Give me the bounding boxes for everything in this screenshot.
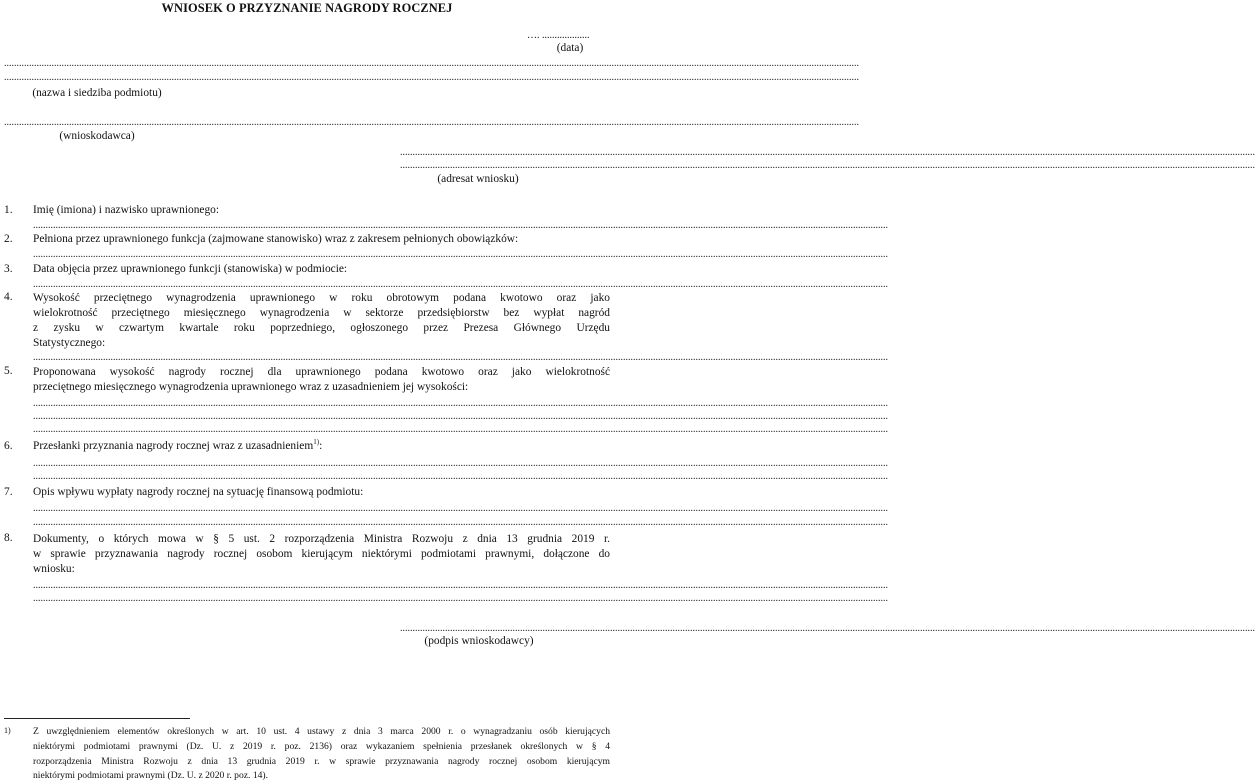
item-1-text: Imię (imiona) i nazwisko uprawnionego: bbox=[33, 204, 219, 216]
addressee-label: (adresat wniosku) bbox=[437, 173, 519, 185]
page-title: WNIOSEK O PRZYZNANIE NAGRODY ROCZNEJ bbox=[161, 1, 453, 15]
entity-field-line-1[interactable]: ...................................................................................................................................................................................................................................................................................................................................................... bbox=[4, 58, 859, 69]
footnote-mark: 1) bbox=[4, 726, 11, 735]
applicant-label: (wnioskodawca) bbox=[59, 130, 135, 142]
footnote-line-3: rozporządzenia Ministra Rozwoju z dnia 13 grudnia 2019 r. w sprawie przyznawania nagrody rocznej osobom kierującym bbox=[33, 756, 610, 767]
footnote-line-4: niektórymi podmiotami prawnymi (Dz. U. z 2020 r. poz. 14). bbox=[33, 770, 269, 781]
item-1-answer-line[interactable]: ...................................................................................................................................................................................................................................................................................................................................................... bbox=[33, 220, 888, 231]
applicant-field[interactable]: ...................................................................................................................................................................................................................................................................................................................................................... bbox=[4, 117, 859, 128]
item-5-answer-line-1[interactable]: ...................................................................................................................................................................................................................................................................................................................................................... bbox=[33, 398, 888, 409]
signature-label: (podpis wnioskodawcy) bbox=[424, 635, 534, 647]
item-8-answer-line-2[interactable]: ...................................................................................................................................................................................................................................................................................................................................................... bbox=[33, 593, 888, 604]
item-5-number: 5. bbox=[4, 365, 13, 377]
item-2-number: 2. bbox=[4, 233, 13, 245]
item-5-text-line-2: przeciętnego miesięcznego wynagrodzenia uprawnionego wraz z uzasadnieniem jej wysokości: bbox=[33, 381, 469, 393]
item-7-answer-line-2[interactable]: ...................................................................................................................................................................................................................................................................................................................................................... bbox=[33, 517, 888, 528]
item-3-text: Data objęcia przez uprawnionego funkcji (stanowiska) w podmiocie: bbox=[33, 263, 348, 275]
item-4-text-line-1: Wysokość przeciętnego wynagrodzenia uprawnionego w roku obrotowym podana kwotowo oraz jako bbox=[33, 292, 610, 304]
item-2-text: Pełniona przez uprawnionego funkcja (zajmowane stanowisko) wraz z zakresem pełnionych obowiązków: bbox=[33, 233, 519, 245]
item-8-text-line-2: w sprawie przyznawania nagrody rocznej osobom kierującym niektórymi podmiotami prawnymi, dołączone do bbox=[33, 548, 610, 560]
item-8-text-line-3: wniosku: bbox=[33, 563, 75, 575]
item-4-text-line-4: Statystycznego: bbox=[33, 337, 106, 349]
footnote-line-1: Z uwzględnieniem elementów określonych w art. 10 ust. 4 ustawy z dnia 3 marca 2000 r. o wynagradzaniu osób kierujących bbox=[33, 726, 610, 737]
item-7-text: Opis wpływu wypłaty nagrody rocznej na sytuację finansową podmiotu: bbox=[33, 486, 364, 498]
item-6-answer-line-1[interactable]: ...................................................................................................................................................................................................................................................................................................................................................... bbox=[33, 458, 888, 469]
signature-field[interactable]: ...................................................................................................................................................................................................................................................................................................................................................... bbox=[400, 623, 1255, 634]
item-3-answer-line[interactable]: ...................................................................................................................................................................................................................................................................................................................................................... bbox=[33, 279, 888, 290]
item-6-answer-line-2[interactable]: ...................................................................................................................................................................................................................................................................................................................................................... bbox=[33, 471, 888, 482]
item-6-number: 6. bbox=[4, 440, 13, 452]
addressee-field-line-1[interactable]: ...................................................................................................................................................................................................................................................................................................................................................... bbox=[400, 147, 1255, 158]
footnote-line-2: niektórymi podmiotami prawnymi (Dz. U. z 2019 r. poz. 2136) oraz wykazaniem spełnienia przesłanek określonych w § 4 bbox=[33, 741, 610, 752]
item-5-answer-line-3[interactable]: ...................................................................................................................................................................................................................................................................................................................................................... bbox=[33, 424, 888, 435]
date-field[interactable]: …. ................... bbox=[527, 30, 590, 41]
item-5-text-line-1: Proponowana wysokość nagrody rocznej dla uprawnionego podana kwotowo oraz jako wielokrotność bbox=[33, 366, 610, 378]
item-4-answer-line[interactable]: ...................................................................................................................................................................................................................................................................................................................................................... bbox=[33, 352, 888, 363]
date-label: (data) bbox=[556, 42, 584, 54]
item-8-answer-line-1[interactable]: ...................................................................................................................................................................................................................................................................................................................................................... bbox=[33, 580, 888, 591]
item-4-text-line-2: wielokrotność przeciętnego miesięcznego wynagrodzenia w sektorze przedsiębiorstw bez wypłat nagród bbox=[33, 307, 610, 319]
entity-field-line-2[interactable]: ...................................................................................................................................................................................................................................................................................................................................................... bbox=[4, 72, 859, 83]
entity-label: (nazwa i siedziba podmiotu) bbox=[32, 87, 162, 99]
item-7-answer-line-1[interactable]: ...................................................................................................................................................................................................................................................................................................................................................... bbox=[33, 503, 888, 514]
item-2-answer-line[interactable]: ...................................................................................................................................................................................................................................................................................................................................................... bbox=[33, 249, 888, 260]
footnote-ref[interactable]: 1) bbox=[313, 438, 320, 447]
item-1-number: 1. bbox=[4, 204, 13, 216]
item-4-number: 4. bbox=[4, 291, 13, 303]
item-8-number: 8. bbox=[4, 532, 13, 544]
item-7-number: 7. bbox=[4, 486, 13, 498]
item-5-answer-line-2[interactable]: ...................................................................................................................................................................................................................................................................................................................................................... bbox=[33, 411, 888, 422]
footnote-separator bbox=[4, 718, 190, 719]
item-4-text-line-3: z zysku w czwartym kwartale roku poprzedniego, ogłoszonego przez Prezesa Głównego Urzędu bbox=[33, 322, 610, 334]
addressee-field-line-2[interactable]: ...................................................................................................................................................................................................................................................................................................................................................... bbox=[400, 160, 1255, 171]
item-3-number: 3. bbox=[4, 263, 13, 275]
item-6-text: Przesłanki przyznania nagrody rocznej wraz z uzasadnieniem$^{1)}$: bbox=[33, 438, 323, 452]
item-8-text-line-1: Dokumenty, o których mowa w § 5 ust. 2 rozporządzenia Ministra Rozwoju z dnia 13 grudnia 2019 r. bbox=[33, 533, 610, 545]
